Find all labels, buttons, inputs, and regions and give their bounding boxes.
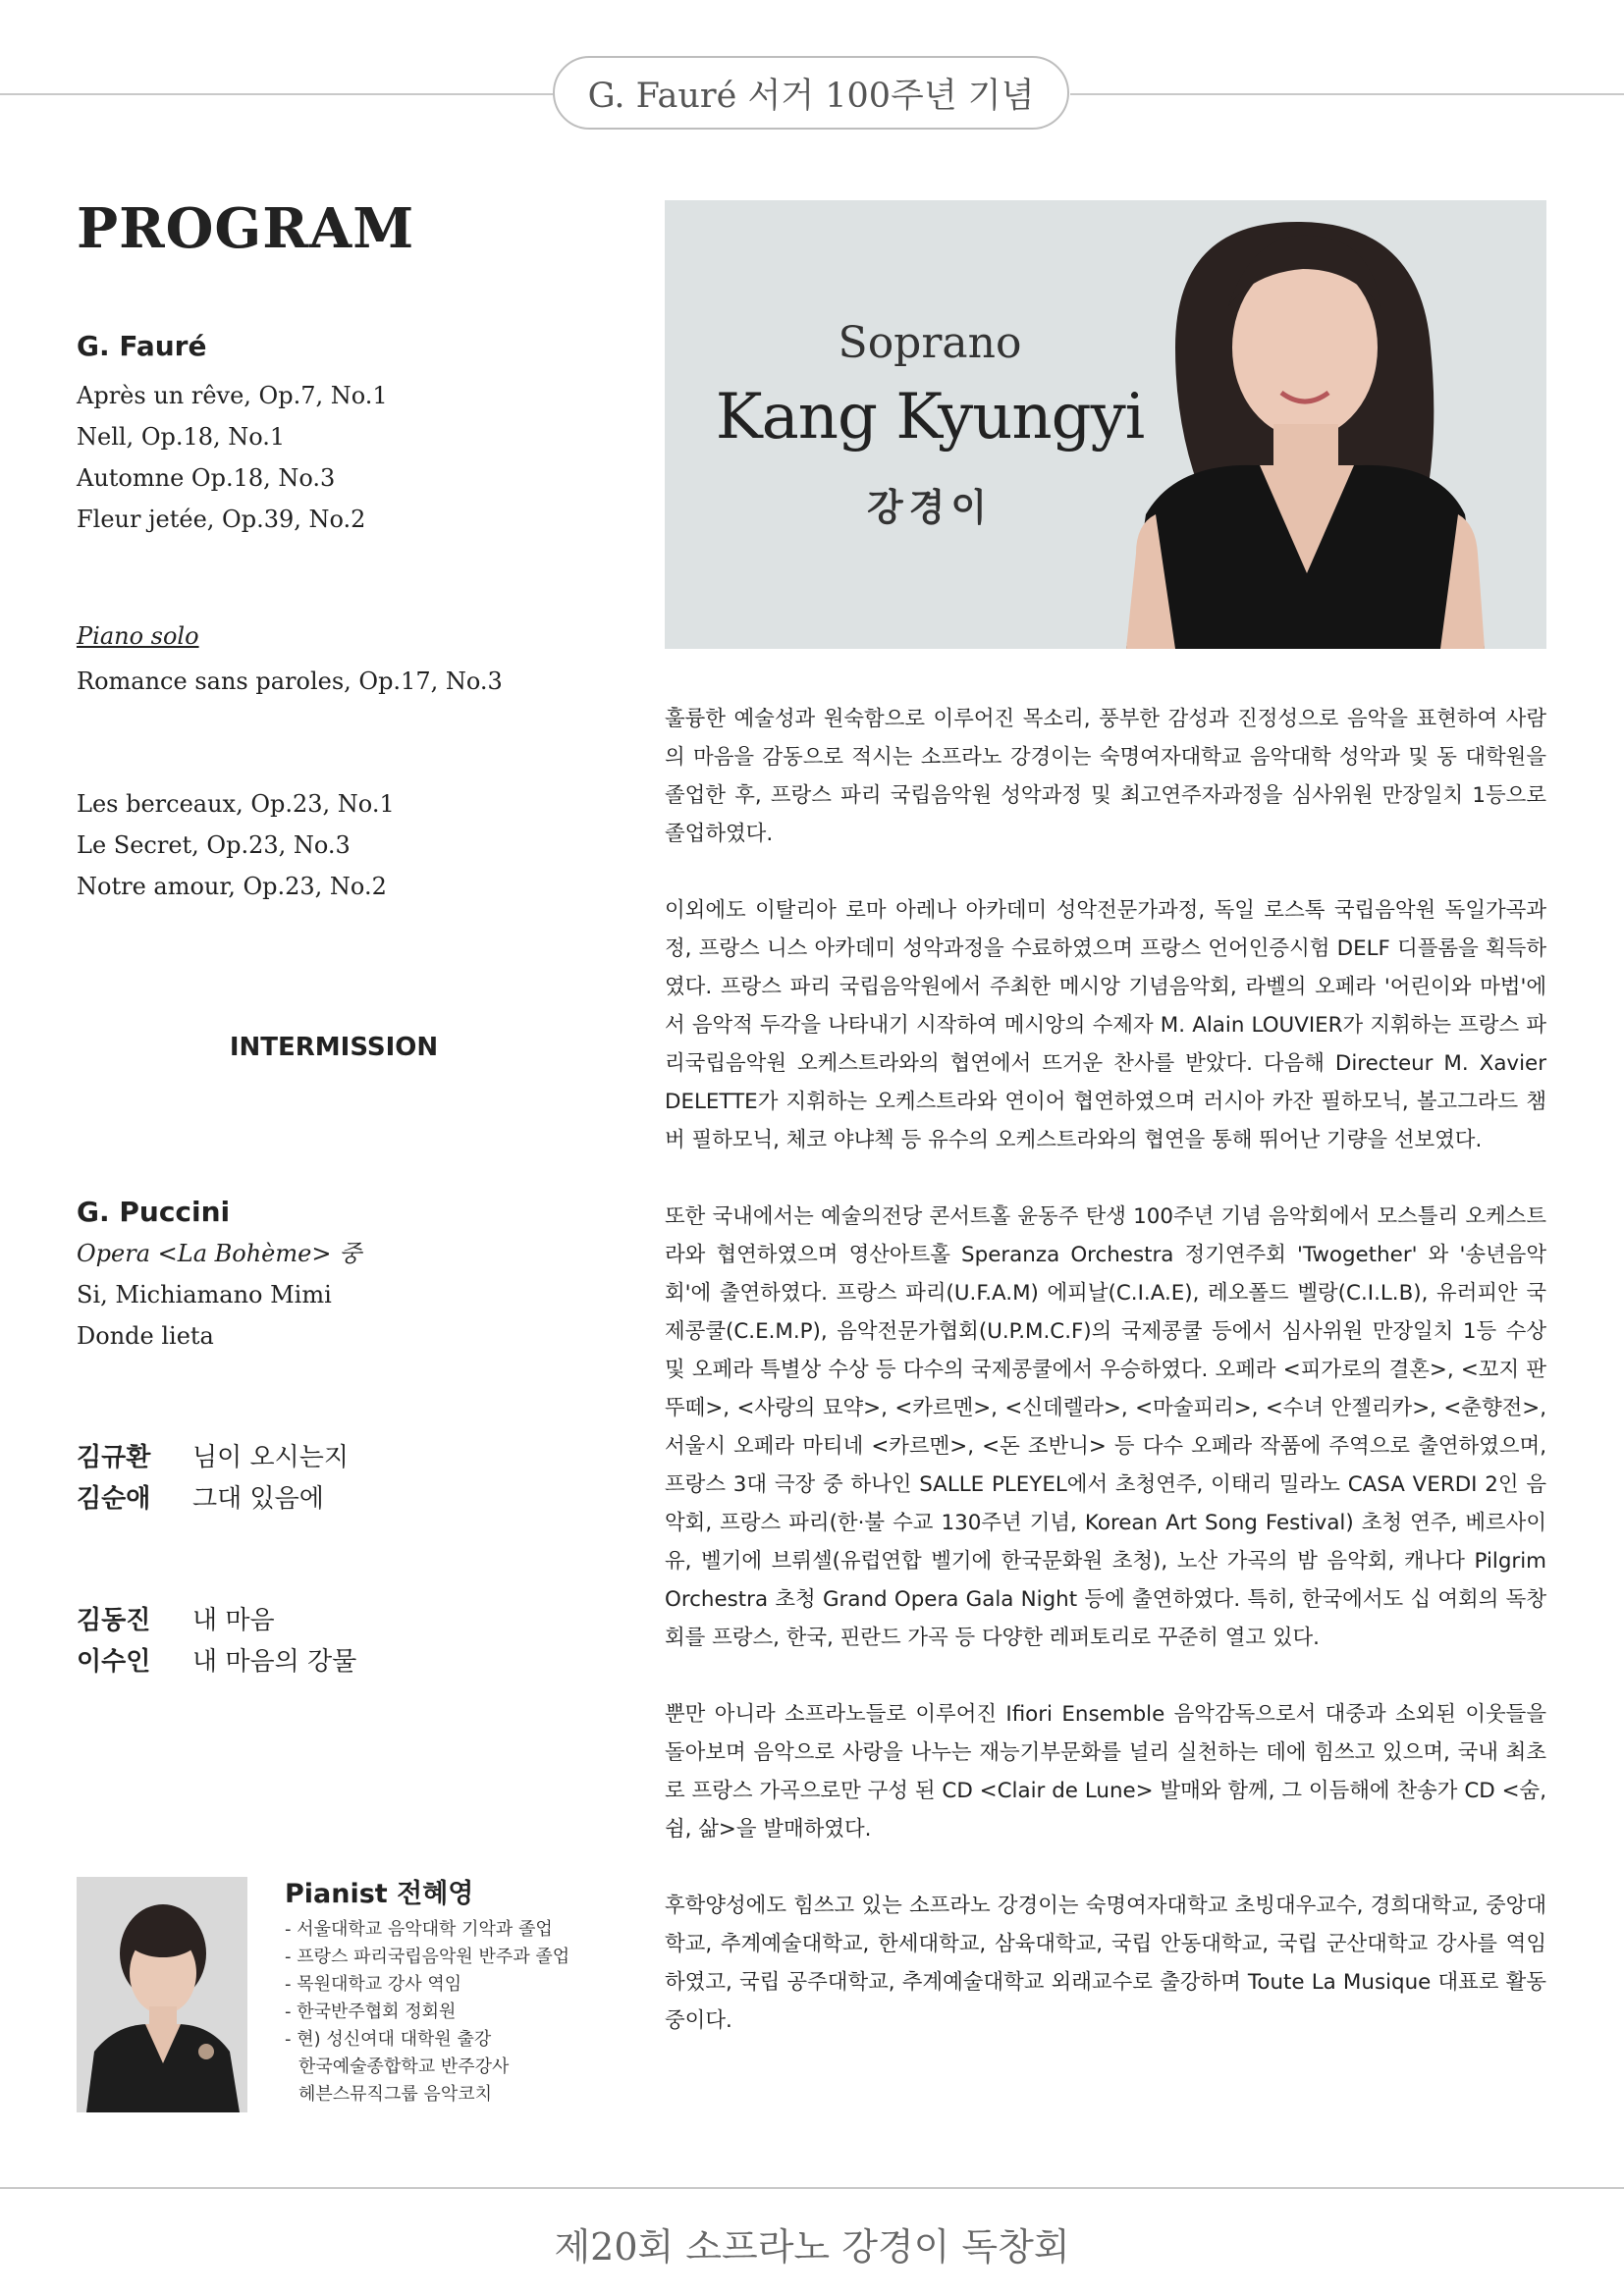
intermission-label: INTERMISSION — [229, 1033, 439, 1062]
soprano-biography — [665, 700, 1546, 2078]
bio-line: - 한국반주협회 정회원 — [285, 2002, 457, 2022]
song-composer: 김규환 — [77, 1443, 151, 1472]
song-row — [77, 1478, 349, 1520]
bio-line: - 서울대학교 음악대학 기악과 졸업 — [285, 1919, 553, 1940]
song-title: 내 마음 — [192, 1606, 275, 1635]
piece-item: Si, Michiamano Mimi — [77, 1281, 332, 1308]
bio-paragraph: 뿐만 아니라 소프라노들로 이루어진 Ifiori Ensemble 음악감독으로서 대중과 소외된 이웃들을 돌아보며 음악으로 사랑을 나누는 재능기부문화를 널리 실천하는 데에 힘쓰고 있으며, 국내 최초로 프랑스 가곡으로만 구성 된 CD <Clair de Lune> 발매와 함께, 그 이듬해에 찬송가 CD <숨, 쉼, 삶>을 발매하였다. — [665, 1702, 1546, 1842]
soprano-banner — [665, 200, 1546, 649]
pianist-bio — [285, 1916, 569, 2109]
bio-paragraph: 후학양성에도 힘쓰고 있는 소프라노 강경이는 숙명여자대학교 초빙대우교수, 경희대학교, 중앙대학교, 추계예술대학교, 한세대학교, 삼육대학교, 국립 안동대학교, 국립 군산대학교 강사를 역임하였고, 국립 공주대학교, 추계예술대학교 외래교수로 출강하며 Toute La Musique 대표로 활동 중이다. — [665, 1894, 1546, 2033]
song-row — [77, 1641, 356, 1682]
bio-line: 한국예술종합학교 반주강사 — [298, 2056, 510, 2077]
footer-title: 제20회 소프라노 강경이 독창회 — [554, 2225, 1070, 2269]
faure-pieces-2 — [77, 783, 395, 907]
song-title: 님이 오시는지 — [192, 1443, 349, 1472]
piece-item: Notre amour, Op.23, No.2 — [77, 873, 387, 900]
piece-item: Les berceaux, Op.23, No.1 — [77, 790, 395, 818]
song-composer: 김동진 — [77, 1606, 151, 1635]
song-composer: 김순애 — [77, 1484, 151, 1514]
song-composer: 이수인 — [77, 1647, 151, 1677]
header-rule-left — [0, 93, 555, 95]
piece-item: Nell, Op.18, No.1 — [77, 423, 286, 451]
pianist-title: Pianist 전혜영 — [285, 1879, 474, 1909]
song-title: 내 마음의 강물 — [192, 1647, 357, 1677]
piece-item: Le Secret, Op.23, No.3 — [77, 831, 351, 859]
pianist-portrait-illustration — [77, 1877, 247, 2112]
bio-paragraph: 훌륭한 예술성과 원숙함으로 이루어진 목소리, 풍부한 감성과 진정성으로 음악을 표현하여 사람의 마음을 감동으로 적시는 소프라노 강경이는 숙명여자대학교 음악대학 성악과 및 동 대학원을 졸업한 후, 프랑스 파리 국립음악원 성악과정 및 최고연주자과정을 심사위원 만장일치 1등으로 졸업하였다. — [665, 707, 1546, 846]
korean-songs-1 — [77, 1437, 349, 1520]
composer-puccini: G. Puccini — [77, 1196, 231, 1228]
hero-name: Kang Kyungyi — [715, 381, 1145, 454]
faure-pieces — [77, 375, 388, 540]
footer-rule — [0, 2187, 1624, 2189]
song-row — [77, 1600, 356, 1641]
pianist-photo — [77, 1877, 247, 2112]
composer-faure: G. Fauré — [77, 330, 207, 362]
song-title: 그대 있음에 — [192, 1484, 324, 1514]
bio-paragraph: 또한 국내에서는 예술의전당 콘서트홀 윤동주 탄생 100주년 기념 음악회에서 모스틀리 오케스트라와 협연하였으며 영산아트홀 Speranza Orchestra 정기연주회 'Twogether' 와 '송년음악회'에 출연하였다. 프랑스 파리(U.F.A.M) 에피날(C.I.A.E), 레오폴드 벨랑(C.I.L.B), 유러피안 국제콩쿨(C.E.M.P), 음악전문가협회(U.P.M.C.F)의 국제콩쿨 등에서 심사위원 만장일치 1등 수상 및 오페라 특별상 수상 등 다수의 국제콩쿨에서 우승하였다. 오페라 <피가로의 결혼>, <꼬지 판 뚜떼>, <사랑의 묘약>, <카르멘>, <신데렐라>, <마술피리>, <수녀 안젤리카>, <춘향전>, 서울시 오페라 마티네 <카르멘>, <돈 조반니> 등 다수 오페라 작품에 주역으로 출연하였으며, 프랑스 3대 극장 중 하나인 SALLE PLEYEL에서 초청연주, 이태리 밀라노 CASA VERDI 2인 음악회, 프랑스 파리(한·불 수교 130주년 기념, Korean Art Song Festival) 초청 연주, 베르사이유, 벨기에 브뤼셀(유럽연합 벨기에 한국문화원 초청), 노산 가곡의 밤 음악회, 캐나다 Pilgrim Orchestra 초청 Grand Opera Gala Night 등에 출연하였다. 특히, 한국에서도 십 여회의 독창회를 프랑스, 한국, 핀란드 가곡 등 다양한 레퍼토리로 꾸준히 열고 있다. — [665, 1204, 1546, 1650]
bio-line: - 목원대학교 강사 역임 — [285, 1974, 462, 1995]
bio-paragraph: 이외에도 이탈리아 로마 아레나 아카데미 성악전문가과정, 독일 로스톡 국립음악원 독일가곡과정, 프랑스 니스 아카데미 성악과정을 수료하였으며 프랑스 언어인증시험 DELF 디플롬을 획득하였다. 프랑스 파리 국립음악원에서 주최한 메시앙 기념음악회, 라벨의 오페라 '어린이와 마법'에서 음악적 두각을 나타내기 시작하여 메시앙의 수제자 M. Alain LOUVIER가 지휘하는 프랑스 파리국립음악원 오케스트라와의 협연에서 뜨거운 찬사를 받았다. 다음해 Directeur M. Xavier DELETTE가 지휘하는 오케스트라와 연이어 협연하였으며 러시아 카잔 필하모닉, 볼고그라드 챔버 필하모닉, 체코 야냐첵 등 유수의 오케스트라와의 협연을 통해 뛰어난 기량을 선보였다. — [665, 898, 1546, 1152]
header-title: G. Fauré 서거 100주년 기념 — [553, 56, 1069, 130]
song-row — [77, 1437, 349, 1478]
piece-item: Romance sans paroles, Op.17, No.3 — [77, 667, 503, 695]
piano-solo-piece-list — [77, 661, 503, 702]
piece-item: Après un rêve, Op.7, No.1 — [77, 382, 388, 409]
bio-line: 헤븐스뮤직그룹 음악코치 — [298, 2084, 492, 2105]
opera-title: Opera <La Bohème> 중 — [77, 1240, 362, 1267]
hero-role: Soprano — [838, 318, 1022, 368]
korean-songs-2 — [77, 1600, 356, 1682]
piece-item: Fleur jetée, Op.39, No.2 — [77, 506, 366, 533]
program-heading: PROGRAM — [77, 196, 415, 261]
bio-line: - 현) 성신여대 대학원 출강 — [285, 2029, 492, 2050]
piece-item: Automne Op.18, No.3 — [77, 464, 336, 492]
puccini-pieces — [77, 1233, 361, 1357]
bio-line: - 프랑스 파리국립음악원 반주과 졸업 — [285, 1947, 570, 1967]
piano-solo-label: Piano solo — [77, 622, 199, 650]
piece-item: Donde lieta — [77, 1322, 214, 1350]
hero-korean-name: 강경이 — [866, 486, 994, 529]
header-rule-right — [1070, 93, 1624, 95]
